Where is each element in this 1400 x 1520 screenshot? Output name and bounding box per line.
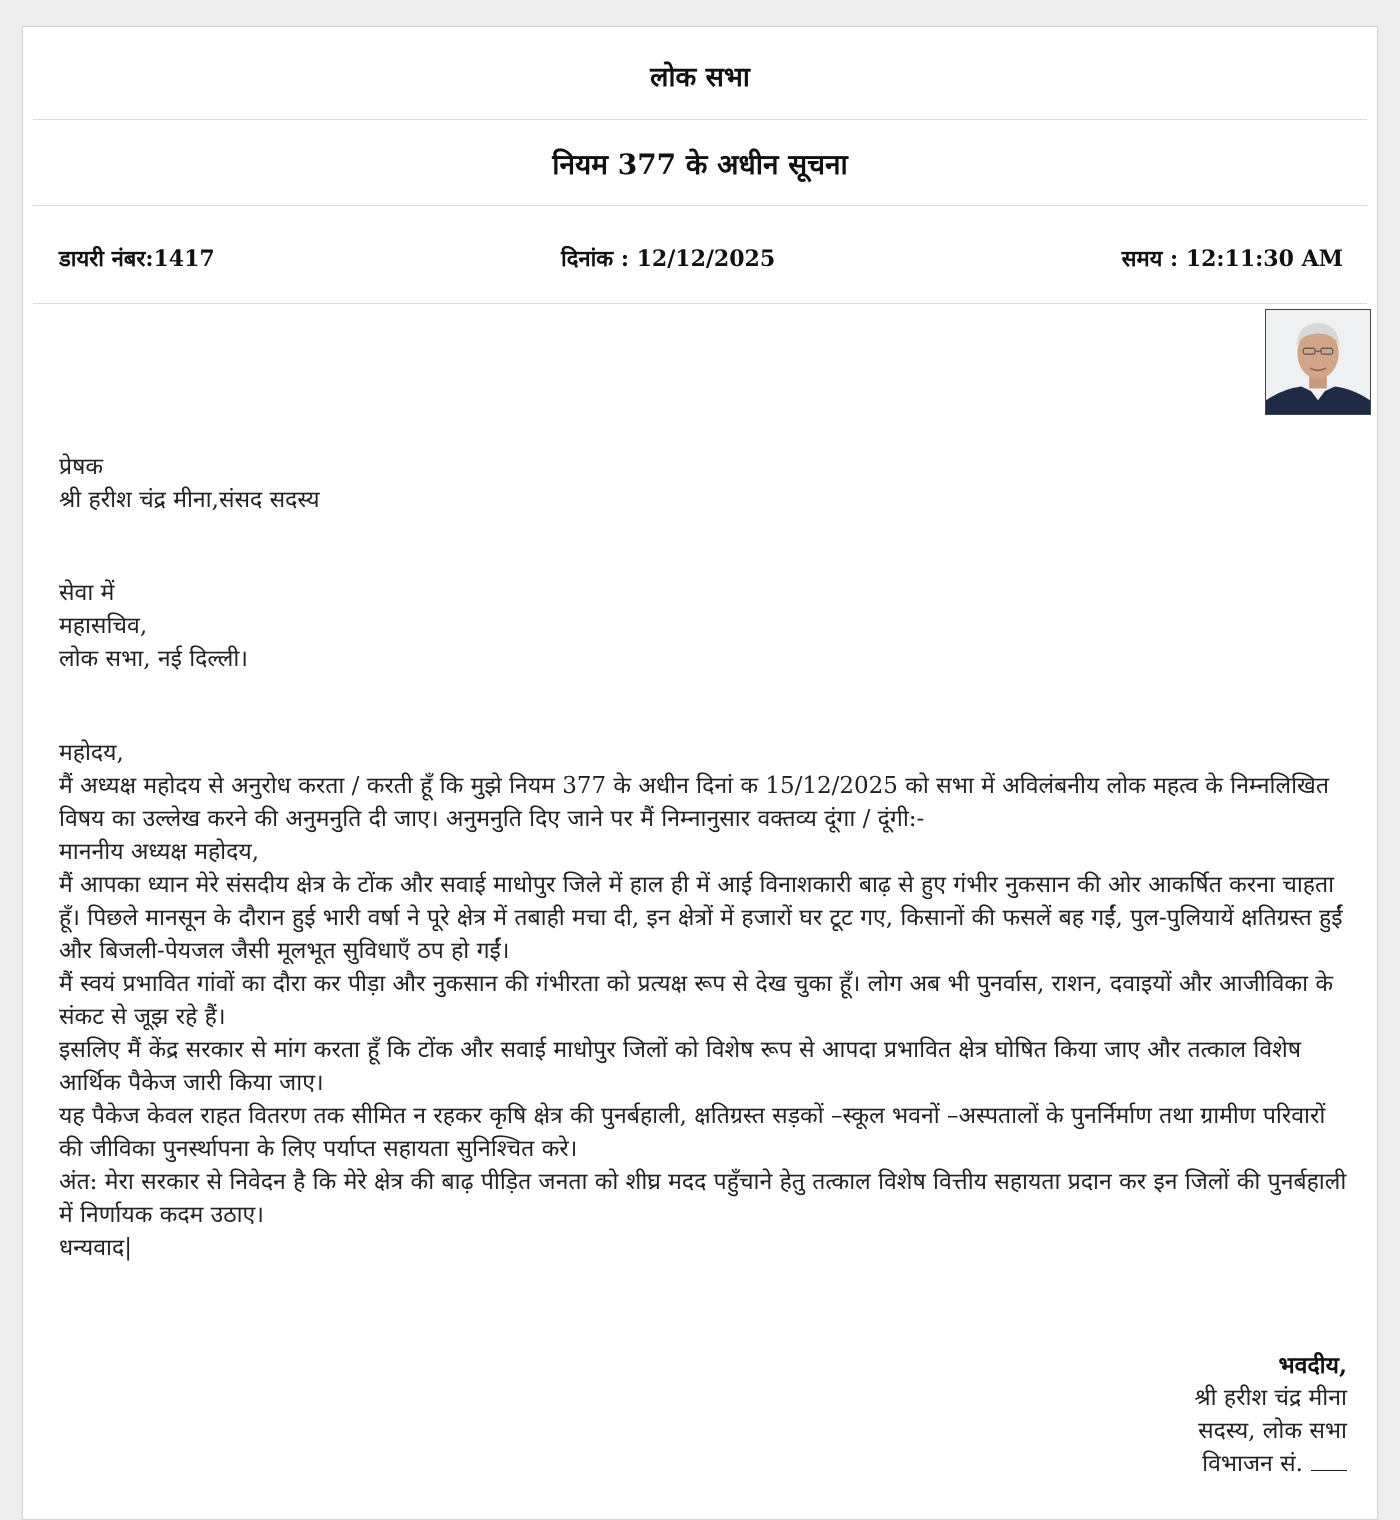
closing-block [1194, 1349, 1347, 1481]
salutation: महोदय, [59, 740, 124, 766]
divider [33, 205, 1367, 206]
member-photo [1265, 309, 1371, 415]
paragraph: मैं आपका ध्यान मेरे संसदीय क्षेत्र के टोंक और सवाई माधोपुर जिले में हाल ही में आई विनाशकारी बाढ़ से हुए गंभीर नुकसान की ओर आकर्षित करना चाहता हूँ। पिछले मानसून के दौरान हुई भारी वर्षा ने पूरे क्षेत्र में तबाही मचा दी, इन क्षेत्रों में हजारों घर टूट गए, किसानों की फसलें बह गईं, पुल-पुलियायें क्षतिग्रस्त हुईं और बिजली-पेयजल जैसी मूलभूत सुविधाएँ ठप हो गईं। [59, 872, 1343, 964]
recipient-line: लोक सभा, नई दिल्ली। [59, 646, 249, 672]
divider [33, 119, 1367, 120]
paragraph: यह पैकेज केवल राहत वितरण तक सीमित न रहकर कृषि क्षेत्र की पुनर्बहाली, क्षतिग्रस्त सड़कों –स्कूल भवनों –अस्पतालों के पुनर्निर्माण तथा ग्रामीण परिवारों की जीविका पुनर्स्थापना के लिए पर्याप्त सहायता सुनिश्चित करे। [59, 1103, 1326, 1162]
closing-division [1194, 1448, 1347, 1481]
sender-block [59, 451, 1349, 517]
paragraph: मैं स्वयं प्रभावित गांवों का दौरा कर पीड़ा और नुकसान की गंभीरता को प्रत्यक्ष रूप से देख चुका हूँ। लोग अब भी पुनर्वास, राशन, दवाइयों और आजीविका के संकट से जूझ रहे हैं। [59, 971, 1334, 1030]
sender-label: प्रेषक [59, 454, 104, 480]
notice-time: समय : 12:11:30 AM [1121, 246, 1343, 272]
recipient-block [59, 577, 1349, 676]
division-label: विभाजन सं. [1202, 1451, 1303, 1477]
recipient-line: सेवा में [59, 580, 115, 606]
sender-name: श्री हरीश चंद्र मीना,संसद सदस्य [59, 487, 320, 513]
closing-designation: सदस्य, लोक सभा [1198, 1418, 1347, 1444]
letter-body [59, 737, 1349, 1265]
paragraph: अंत: मेरा सरकार से निवेदन है कि मेरे क्षेत्र की बाढ़ पीड़ित जनता को शीघ्र मदद पहुँचाने हेतु तत्काल विशेष वित्तीय सहायता प्रदान कर इन जिलों की पुनर्बहाली में निर्णायक कदम उठाए। [59, 1169, 1347, 1228]
paragraph: इसलिए मैं केंद्र सरकार से मांग करता हूँ कि टोंक और सवाई माधोपुर जिलों को विशेष रूप से आपदा प्रभावित क्षेत्र घोषित किया जाए और तत्काल विशेष आर्थिक पैकेज जारी किया जाए। [59, 1037, 1302, 1096]
address-line: माननीय अध्यक्ष महोदय, [59, 839, 259, 865]
house-title: लोक सभा [650, 62, 750, 93]
recipient-line: महासचिव, [59, 613, 148, 639]
notice-date: दिनांक : 12/12/2025 [561, 246, 776, 272]
notice-title: नियम 377 के अधीन सूचना [552, 148, 848, 181]
request-paragraph: मैं अध्यक्ष महोदय से अनुरोध करता / करती हूँ कि मुझे नियम 377 के अधीन दिनां क 15/12/2025 को सभा में अविलंबनीय लोक महत्व के निम्नलिखित विषय का उल्लेख करने की अनुमनुति दी जाए। अनुमनुति दिए जाने पर मैं निम्नानुसार वक्तव्य दूंगा / दूंगी:- [59, 773, 1329, 832]
division-blank [1311, 1450, 1347, 1471]
member-portrait-icon [1266, 310, 1370, 414]
notice-page [22, 26, 1378, 1520]
diary-number: डायरी नंबर:1417 [59, 246, 215, 272]
thanks: धन्यवाद| [59, 1235, 132, 1261]
closing-name: श्री हरीश चंद्र मीना [1194, 1385, 1347, 1411]
closing-yours: भवदीय, [1278, 1352, 1347, 1379]
divider [33, 303, 1367, 304]
